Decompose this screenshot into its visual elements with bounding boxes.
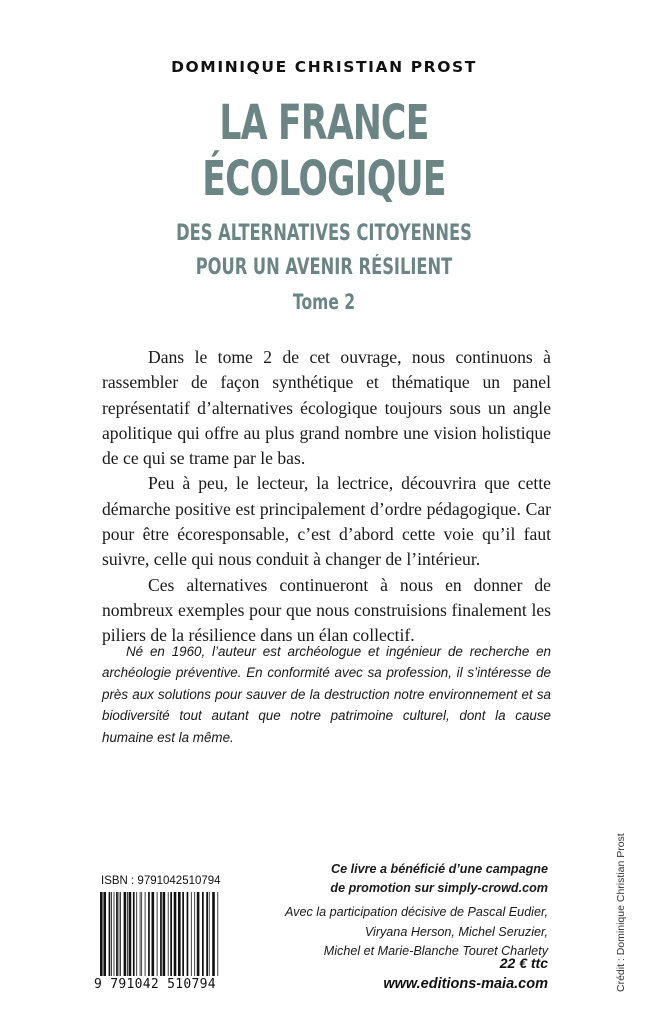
author-name: DOMINIQUE CHRISTIAN PROST (171, 58, 477, 76)
participation-line-3: Michel et Marie-Blanche Touret Charlety (323, 943, 548, 958)
summary-paragraph-3: Ces alternatives continueront à nous en donner de nombreux exemples pour que nous construisions finalement les piliers de la résilience dans un élan collectif. (102, 574, 551, 646)
book-title-line-1: LA FRANCE (219, 95, 429, 151)
campaign-line-2: de promotion sur simply-crowd.com (330, 881, 548, 896)
campaign-line-1: Ce livre a bénéficié d’une campagne (331, 862, 548, 876)
credits-block (270, 860, 548, 961)
summary-text (102, 345, 551, 649)
participation-line-2: Viryana Herson, Michel Seruzier, (364, 924, 548, 939)
volume-label: Tome 2 (292, 290, 356, 314)
participation-line-1: Avec la participation décisive de Pascal Eudier, (285, 905, 548, 920)
publisher-website: www.editions-maia.com (383, 976, 548, 992)
barcode-image (98, 892, 220, 985)
author-bio (102, 641, 551, 748)
isbn-label: ISBN : 9791042510794 (101, 875, 221, 887)
book-title-line-2: ÉCOLOGIQUE (202, 151, 446, 207)
price-label: 22 € ttc (499, 955, 548, 971)
author-bio-paragraph: Né en 1960, l’auteur est archéologue et ingénieur de recherche en archéologie préventive. En conformité avec sa profession, il s’intéresse de près aux solutions pour sauver de la destruction notre environnement et sa biodiversité tout autant que notre patrimoine culturel, dont la cause humaine est la même. (102, 644, 551, 745)
summary-paragraph-1: Dans le tome 2 de cet ouvrage, nous continuons à rassembler de façon synthétique et thématique un panel représentatif d’alternatives écologique toujours sous un angle apolitique qui offre au plus grand nombre une vision holistique de ce qui se trame par le bas. (102, 347, 551, 469)
photo-credit: Crédit : Dominique Christian Prost (615, 833, 627, 992)
barcode-digits: 9 791042 510794 (94, 977, 216, 992)
subtitle-line-1: DES ALTERNATIVES CITOYENNES (176, 221, 472, 246)
subtitle-line-2: POUR UN AVENIR RÉSILIENT (195, 255, 453, 280)
summary-paragraph-2: Peu à peu, le lecteur, la lectrice, découvrira que cette démarche positive est principalement d’ordre pédagogique. Car pour être écoresponsable, c’est d’abord cette voie qu’il faut suivre, celle qui nous conduit à changer de l’intérieur. (102, 473, 551, 570)
